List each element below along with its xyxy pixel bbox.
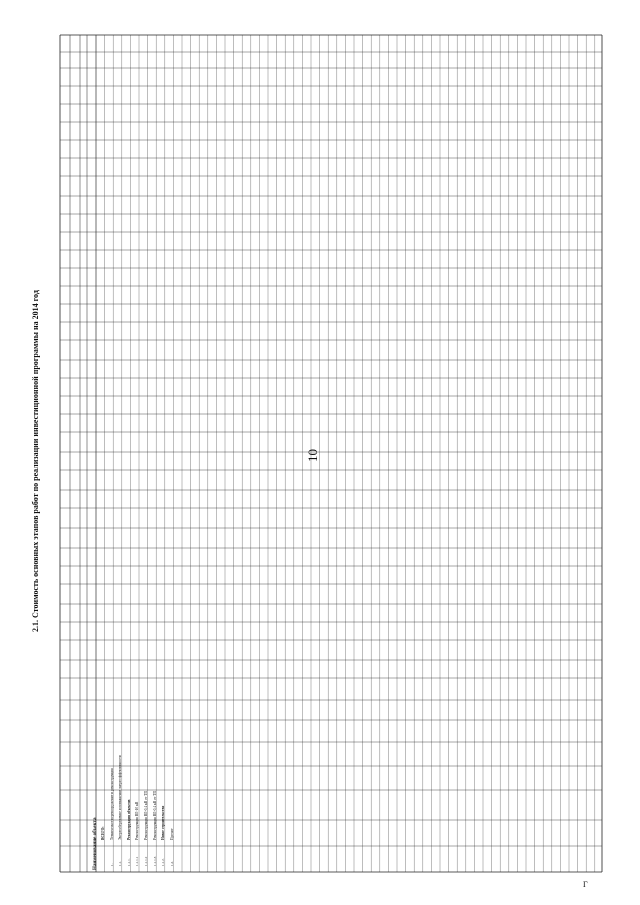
row-label: Энергосбережение и повышение энергоэффективности (118, 755, 123, 840)
row-number: 1.1.1.1 (135, 856, 140, 866)
row-number: 1.1.1.2 (144, 856, 148, 866)
row-label: Техническое перевооружение и реконструкция (109, 768, 114, 840)
page-number: 10 (305, 449, 320, 462)
row-label: Реконструкция ВЛ-10 кВ (135, 801, 140, 840)
column-header-object-name: Наименование объекта (93, 817, 98, 870)
row-number: 1.1.2. (161, 858, 166, 866)
row-label: ВСЕГО: (101, 826, 105, 840)
table-title: 2.1. Стоимость основных этапов работ по реализации инвестиционной программы на 2014 год (31, 290, 40, 632)
row-number: 1. (109, 863, 114, 866)
row-label: Прочие (169, 828, 174, 840)
page-mark: Г (583, 880, 588, 889)
table-grid (60, 35, 602, 872)
row-number: 1.2. (169, 860, 174, 866)
row-label: Реконструкция ВЛ-0,4 кВ от ТП (152, 790, 157, 840)
row-number: 1.1.1. (126, 858, 131, 866)
row-number: 1.1.1.3 (152, 856, 157, 866)
row-label: Реконструкция ВЛ-0,4 кВ от ТП (144, 790, 148, 840)
row-label: Новое строительство (161, 805, 166, 840)
row-label: Реконструкция объектов (126, 799, 131, 840)
row-number: 1.1. (118, 860, 123, 866)
